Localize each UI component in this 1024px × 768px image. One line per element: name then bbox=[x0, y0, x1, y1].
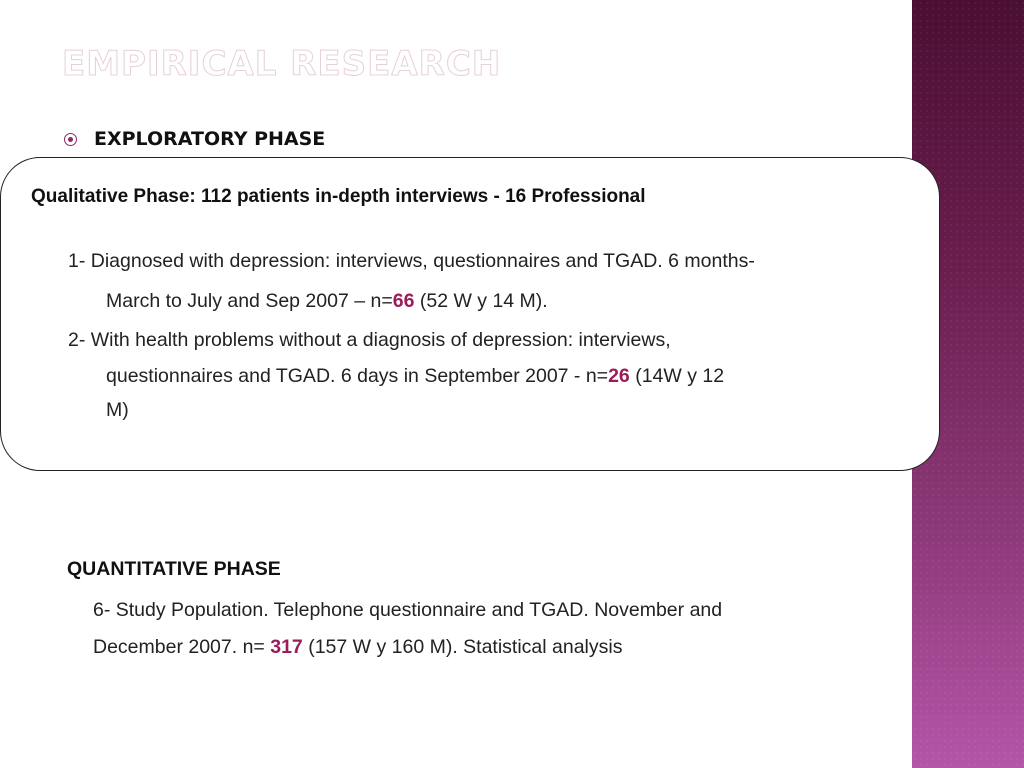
qualitative-heading: Qualitative Phase: 112 patients in-depth interviews - 16 Professional bbox=[31, 186, 646, 207]
item-1-text-post: (52 W y 14 M). bbox=[414, 290, 548, 312]
qualitative-item-1-line-1: 1- Diagnosed with depression: interviews, questionnaires and TGAD. 6 months- bbox=[68, 250, 755, 272]
qualitative-item-2-line-1: 2- With health problems without a diagnosis of depression: interviews, bbox=[68, 329, 671, 351]
qualitative-item-1-line-2 bbox=[106, 283, 548, 319]
quantitative-line-2 bbox=[93, 629, 622, 665]
qualitative-item-2-line-3: M) bbox=[106, 399, 129, 421]
item-1-n-value: 66 bbox=[392, 290, 415, 312]
qualitative-item-2-line-2 bbox=[106, 358, 724, 394]
circle-bullet-icon bbox=[64, 133, 77, 146]
quantitative-text-pre: December 2007. n= bbox=[93, 636, 271, 658]
bullet-label: EXPLORATORY PHASE bbox=[94, 128, 326, 150]
item-2-text-pre: questionnaires and TGAD. 6 days in September 2007 - n= bbox=[106, 365, 609, 387]
quantitative-heading: QUANTITATIVE PHASE bbox=[67, 558, 281, 580]
item-2-n-value: 26 bbox=[608, 365, 630, 387]
quantitative-line-1: 6- Study Population. Telephone questionnaire and TGAD. November and bbox=[93, 599, 723, 621]
quantitative-n-value: 317 bbox=[270, 636, 303, 658]
bullet-exploratory-phase bbox=[64, 128, 325, 150]
quantitative-text-post: (157 W y 160 M). Statistical analysis bbox=[302, 636, 623, 658]
slide-title: EMPIRICAL RESEARCH bbox=[62, 44, 502, 84]
item-2-text-post: (14W y 12 bbox=[629, 365, 725, 387]
item-1-text-pre: March to July and Sep 2007 – n= bbox=[106, 290, 393, 312]
